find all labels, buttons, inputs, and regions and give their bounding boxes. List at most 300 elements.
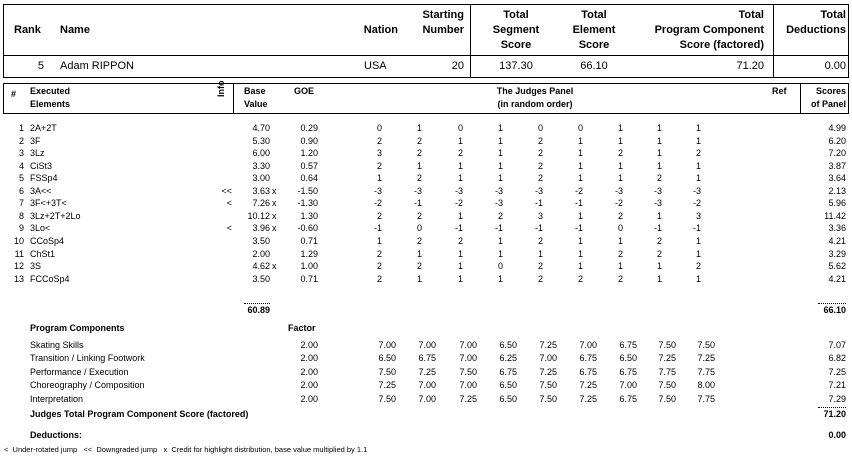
skater-name: Adam RIPPON — [60, 60, 134, 72]
judge-goe-mark: 1 — [497, 235, 503, 246]
judge-goe-mark: 1 — [497, 135, 503, 146]
element-goe: 0.90 — [300, 135, 318, 146]
judge-goe-mark: -2 — [614, 198, 623, 209]
pcs-total-label: Judges Total Program Component Score (factored) — [30, 409, 249, 419]
component-name: Interpretation — [30, 393, 84, 404]
element-code: 3Lz+2T+2Lo — [30, 210, 81, 221]
element-goe: 1.20 — [300, 148, 318, 159]
judge-goe-mark: 0 — [537, 123, 543, 133]
element-code: 3S — [30, 261, 42, 272]
judge-component-mark: 7.25 — [658, 353, 676, 364]
judge-goe-mark: -1 — [534, 223, 543, 234]
judge-goe-mark: 2 — [457, 235, 463, 246]
judge-component-mark: 7.50 — [658, 393, 676, 404]
deductions-label: Deductions: — [30, 430, 83, 440]
element-row — [4, 185, 848, 198]
judge-component-mark: 6.75 — [579, 353, 597, 364]
judge-goe-mark: 1 — [617, 235, 623, 246]
judge-goe-mark: -1 — [534, 198, 543, 209]
judge-goe-mark: 1 — [695, 173, 701, 184]
element-code: FCCoSp4 — [30, 273, 70, 284]
judge-goe-mark: 3 — [537, 210, 543, 221]
element-score: 4.99 — [828, 123, 846, 133]
judge-component-mark: 7.25 — [418, 366, 436, 377]
judge-component-mark: 7.75 — [697, 393, 715, 404]
judge-component-mark: 6.50 — [378, 353, 396, 364]
header-separator — [470, 4, 471, 78]
skater-segment-score: 137.30 — [499, 60, 533, 72]
judge-component-mark: 6.25 — [499, 353, 517, 364]
judge-goe-mark: 1 — [577, 235, 583, 246]
judge-component-mark: 6.50 — [499, 340, 517, 350]
judge-goe-mark: -3 — [413, 185, 422, 196]
element-goe: -1.50 — [297, 185, 318, 196]
judge-goe-mark: 1 — [617, 135, 623, 146]
judge-component-mark: 6.75 — [499, 366, 517, 377]
element-base-value: 5.30 — [252, 135, 270, 146]
element-row — [4, 248, 848, 261]
judge-goe-mark: -1 — [653, 223, 662, 234]
judge-goe-mark: -1 — [454, 223, 463, 234]
judge-goe-mark: 1 — [537, 248, 543, 259]
judge-component-mark: 7.50 — [378, 366, 396, 377]
judge-goe-mark: 1 — [457, 273, 463, 284]
component-factor: 2.00 — [300, 366, 318, 377]
element-base-value: 2.00 — [252, 248, 270, 259]
judge-goe-mark: 2 — [537, 160, 543, 171]
judges-panel-header: The Judges Panel (in random order) — [496, 86, 574, 110]
judge-goe-mark: 1 — [695, 248, 701, 259]
element-row — [4, 147, 848, 160]
judge-component-mark: 7.25 — [539, 340, 557, 350]
judge-component-mark: 7.50 — [658, 380, 676, 391]
element-score-header: Total Element Score — [572, 9, 616, 51]
base-value-total: 60.89 — [247, 305, 270, 315]
element-bonus-flag: x — [272, 223, 277, 234]
judge-goe-mark: 2 — [537, 273, 543, 284]
element-row — [4, 260, 848, 273]
element-score: 4.21 — [828, 235, 846, 246]
skater-element-score: 66.10 — [580, 60, 608, 72]
judge-goe-mark: -3 — [534, 185, 543, 196]
element-base-value: 10.12 — [247, 210, 270, 221]
name-header: Name — [60, 24, 90, 36]
element-score: 3.64 — [828, 173, 846, 184]
judge-goe-mark: 1 — [656, 135, 662, 146]
component-row — [4, 366, 848, 379]
judge-goe-mark: 1 — [656, 261, 662, 272]
judge-component-mark: 7.50 — [378, 393, 396, 404]
judge-goe-mark: 1 — [376, 235, 382, 246]
judge-goe-mark: 0 — [416, 223, 422, 234]
judge-goe-mark: 2 — [617, 210, 623, 221]
skater-rank: 5 — [37, 60, 44, 72]
judge-goe-mark: 2 — [695, 261, 701, 272]
element-code: 2A+2T — [30, 123, 57, 133]
element-row — [4, 235, 848, 248]
element-number: 9 — [18, 223, 24, 234]
judge-component-mark: 7.00 — [579, 340, 597, 350]
judge-goe-mark: -1 — [413, 198, 422, 209]
judge-goe-mark: 2 — [416, 135, 422, 146]
element-code: CiSt3 — [30, 160, 53, 171]
element-number: 1 — [18, 123, 24, 133]
element-info: < — [226, 223, 232, 234]
judge-component-mark: 6.75 — [619, 340, 637, 350]
elements-num-header: # — [11, 89, 17, 99]
judge-goe-mark: 1 — [497, 173, 503, 184]
element-info: << — [221, 185, 232, 196]
base-value-header: Base Value — [244, 86, 268, 110]
judge-goe-mark: 2 — [656, 173, 662, 184]
judge-goe-mark: 1 — [497, 123, 503, 133]
element-code: 3Lz — [30, 148, 45, 159]
judge-component-mark: 7.25 — [459, 393, 477, 404]
element-code: 3A<< — [30, 185, 52, 196]
judge-component-mark: 6.50 — [619, 353, 637, 364]
element-base-value: 7.26 — [252, 198, 270, 209]
element-score: 2.13 — [828, 185, 846, 196]
judge-goe-mark: 2 — [376, 210, 382, 221]
starting-number-header: Starting Number — [422, 9, 464, 36]
judge-goe-mark: 2 — [376, 160, 382, 171]
judge-component-mark: 7.25 — [697, 353, 715, 364]
judge-goe-mark: -1 — [692, 223, 701, 234]
judge-goe-mark: 1 — [416, 160, 422, 171]
judge-goe-mark: 2 — [656, 248, 662, 259]
element-goe: 1.00 — [300, 261, 318, 272]
judge-goe-mark: 1 — [656, 273, 662, 284]
judge-goe-mark: 1 — [695, 273, 701, 284]
element-base-value: 3.50 — [252, 235, 270, 246]
judge-goe-mark: 0 — [457, 123, 463, 133]
judge-component-mark: 7.50 — [459, 366, 477, 377]
element-score: 3.29 — [828, 248, 846, 259]
judge-component-mark: 7.50 — [539, 393, 557, 404]
judge-component-mark: 7.25 — [378, 380, 396, 391]
element-number: 10 — [13, 235, 24, 246]
judge-goe-mark: -2 — [574, 185, 583, 196]
element-number: 4 — [18, 160, 24, 171]
component-name: Performance / Execution — [30, 366, 129, 377]
nation-header: Nation — [363, 24, 398, 36]
judge-goe-mark: 1 — [577, 135, 583, 146]
judge-goe-mark: 1 — [497, 148, 503, 159]
judge-goe-mark: 2 — [416, 235, 422, 246]
element-score: 3.36 — [828, 223, 846, 234]
judge-goe-mark: 1 — [617, 173, 623, 184]
element-number: 2 — [18, 135, 24, 146]
judge-goe-mark: -2 — [373, 198, 382, 209]
header-separator — [233, 83, 234, 114]
element-number: 8 — [18, 210, 24, 221]
judge-goe-mark: 2 — [416, 148, 422, 159]
judge-goe-mark: -3 — [454, 185, 463, 196]
judge-goe-mark: 1 — [457, 210, 463, 221]
element-row — [4, 273, 848, 286]
judge-goe-mark: 1 — [376, 173, 382, 184]
judge-goe-mark: 2 — [416, 173, 422, 184]
element-base-value: 3.96 — [252, 223, 270, 234]
skater-starting-number: 20 — [451, 60, 464, 72]
judge-goe-mark: 1 — [656, 160, 662, 171]
factor-header: Factor — [288, 323, 316, 333]
deductions-value: 0.00 — [828, 430, 846, 440]
judge-component-mark: 7.00 — [459, 340, 477, 350]
component-factor: 2.00 — [300, 353, 318, 364]
judge-component-mark: 7.50 — [539, 380, 557, 391]
component-name: Choreography / Composition — [30, 380, 145, 391]
element-info: < — [226, 198, 232, 209]
element-goe: 0.57 — [300, 160, 318, 171]
judge-goe-mark: 1 — [457, 248, 463, 259]
element-goe: 0.71 — [300, 235, 318, 246]
judge-goe-mark: 1 — [617, 123, 623, 133]
element-row — [4, 160, 848, 173]
element-number: 12 — [13, 261, 24, 272]
judge-goe-mark: 1 — [497, 160, 503, 171]
judge-goe-mark: 1 — [617, 160, 623, 171]
judge-goe-mark: -1 — [574, 198, 583, 209]
judge-goe-mark: 1 — [695, 123, 701, 133]
scores-of-panel-header: Scores of Panel — [810, 86, 846, 110]
judge-goe-mark: 3 — [376, 148, 382, 159]
judge-goe-mark: 3 — [695, 210, 701, 221]
element-code: ChSt1 — [30, 248, 56, 259]
skater-deductions: 0.00 — [824, 60, 846, 72]
component-score: 7.21 — [828, 380, 846, 391]
element-number: 7 — [18, 198, 24, 209]
component-factor: 2.00 — [300, 380, 318, 391]
judge-goe-mark: 1 — [695, 135, 701, 146]
elements-score-total: 66.10 — [823, 305, 846, 315]
component-row — [4, 393, 848, 406]
judge-component-mark: 7.50 — [658, 340, 676, 350]
element-base-value: 3.50 — [252, 273, 270, 284]
judge-goe-mark: 1 — [497, 273, 503, 284]
component-score: 7.25 — [828, 366, 846, 377]
element-base-value: 6.00 — [252, 148, 270, 159]
deductions-header: Total Deductions — [786, 9, 846, 36]
judge-component-mark: 7.00 — [418, 340, 436, 350]
judge-goe-mark: 2 — [537, 261, 543, 272]
program-components-header: Program Components — [30, 323, 125, 333]
element-number: 5 — [18, 173, 24, 184]
header-divider — [3, 55, 849, 56]
judge-component-mark: 6.50 — [499, 393, 517, 404]
judge-component-mark: 8.00 — [697, 380, 715, 391]
component-factor: 2.00 — [300, 340, 318, 350]
component-row — [4, 339, 848, 352]
judge-goe-mark: 1 — [416, 248, 422, 259]
element-goe: 0.29 — [300, 123, 318, 133]
rank-header: Rank — [14, 24, 41, 36]
judge-goe-mark: 1 — [695, 160, 701, 171]
element-number: 3 — [18, 148, 24, 159]
judge-goe-mark: 1 — [416, 123, 422, 133]
judge-goe-mark: 1 — [497, 248, 503, 259]
judge-goe-mark: 1 — [695, 235, 701, 246]
element-score: 7.20 — [828, 148, 846, 159]
pcs-header: Total Program Component Score (factored) — [654, 9, 764, 51]
component-row — [4, 379, 848, 392]
judge-goe-mark: 2 — [376, 135, 382, 146]
judge-goe-mark: 0 — [376, 123, 382, 133]
header-separator — [773, 4, 774, 78]
info-header: Info — [216, 80, 226, 97]
judge-goe-mark: -1 — [574, 223, 583, 234]
element-goe: -1.30 — [297, 198, 318, 209]
element-base-value: 3.63 — [252, 185, 270, 196]
judge-goe-mark: -2 — [692, 198, 701, 209]
judge-goe-mark: 1 — [577, 160, 583, 171]
element-code: 3F<+3T< — [30, 198, 67, 209]
judge-goe-mark: 2 — [617, 248, 623, 259]
element-bonus-flag: x — [272, 210, 277, 221]
element-goe: -0.60 — [297, 223, 318, 234]
judge-goe-mark: 2 — [537, 135, 543, 146]
element-number: 6 — [18, 185, 24, 196]
judge-goe-mark: 1 — [416, 273, 422, 284]
judge-goe-mark: 2 — [695, 148, 701, 159]
judge-goe-mark: -1 — [494, 223, 503, 234]
judge-goe-mark: 1 — [577, 210, 583, 221]
judge-goe-mark: -3 — [614, 185, 623, 196]
element-score: 5.96 — [828, 198, 846, 209]
judge-goe-mark: 2 — [577, 273, 583, 284]
judge-component-mark: 7.75 — [658, 366, 676, 377]
header-separator — [800, 83, 801, 114]
judge-component-mark: 7.50 — [697, 340, 715, 350]
element-goe: 1.29 — [300, 248, 318, 259]
judge-component-mark: 7.00 — [539, 353, 557, 364]
judge-goe-mark: 2 — [617, 148, 623, 159]
judge-goe-mark: 1 — [656, 148, 662, 159]
skater-pcs-score: 71.20 — [736, 60, 764, 72]
judge-component-mark: 7.25 — [579, 393, 597, 404]
judge-goe-mark: 2 — [457, 148, 463, 159]
judge-component-mark: 7.00 — [418, 393, 436, 404]
judge-goe-mark: 1 — [457, 173, 463, 184]
judge-goe-mark: 1 — [577, 261, 583, 272]
judge-goe-mark: 1 — [457, 261, 463, 272]
element-score: 6.20 — [828, 135, 846, 146]
component-factor: 2.00 — [300, 393, 318, 404]
judge-component-mark: 6.75 — [619, 366, 637, 377]
judge-goe-mark: 2 — [376, 261, 382, 272]
element-code: 3F — [30, 135, 41, 146]
segment-score-header: Total Segment Score — [492, 9, 540, 51]
element-base-value: 4.70 — [252, 123, 270, 133]
element-base-value: 4.62 — [252, 261, 270, 272]
judge-goe-mark: -3 — [494, 185, 503, 196]
element-score: 5.62 — [828, 261, 846, 272]
judge-goe-mark: 1 — [577, 173, 583, 184]
element-code: FSSp4 — [30, 173, 58, 184]
judge-goe-mark: 1 — [656, 210, 662, 221]
judge-goe-mark: 1 — [577, 248, 583, 259]
judge-goe-mark: 0 — [497, 261, 503, 272]
element-code: CCoSp4 — [30, 235, 65, 246]
judge-component-mark: 7.00 — [418, 380, 436, 391]
judge-goe-mark: 0 — [617, 223, 623, 234]
element-row — [4, 122, 848, 135]
judge-component-mark: 7.00 — [459, 380, 477, 391]
element-row — [4, 135, 848, 148]
component-name: Skating Skills — [30, 340, 84, 350]
element-bonus-flag: x — [272, 198, 277, 209]
judge-component-mark: 7.75 — [697, 366, 715, 377]
judge-goe-mark: 2 — [376, 248, 382, 259]
component-score: 6.82 — [828, 353, 846, 364]
element-goe: 0.64 — [300, 173, 318, 184]
judge-goe-mark: -3 — [653, 185, 662, 196]
judge-goe-mark: 2 — [656, 235, 662, 246]
element-row — [4, 197, 848, 210]
judge-goe-mark: -3 — [373, 185, 382, 196]
judge-component-mark: 7.25 — [539, 366, 557, 377]
pcs-total-score: 71.20 — [823, 409, 846, 419]
judge-goe-mark: 1 — [577, 148, 583, 159]
component-name: Transition / Linking Footwork — [30, 353, 145, 364]
judge-component-mark: 6.75 — [579, 366, 597, 377]
judge-goe-mark: -3 — [494, 198, 503, 209]
element-score: 3.87 — [828, 160, 846, 171]
judge-goe-mark: 2 — [416, 261, 422, 272]
judge-goe-mark: 0 — [577, 123, 583, 133]
judge-goe-mark: -3 — [692, 185, 701, 196]
element-bonus-flag: x — [272, 261, 277, 272]
element-row — [4, 222, 848, 235]
component-score: 7.07 — [828, 340, 846, 350]
element-goe: 0.71 — [300, 273, 318, 284]
element-score: 4.21 — [828, 273, 846, 284]
judge-goe-mark: 2 — [537, 235, 543, 246]
judge-goe-mark: 2 — [537, 173, 543, 184]
element-score: 11.42 — [824, 210, 846, 221]
judge-goe-mark: -2 — [454, 198, 463, 209]
element-row — [4, 210, 848, 223]
element-base-value: 3.00 — [252, 173, 270, 184]
judge-component-mark: 7.00 — [378, 340, 396, 350]
goe-header: GOE — [294, 86, 315, 96]
element-goe: 1.30 — [300, 210, 318, 221]
judge-component-mark: 7.00 — [459, 353, 477, 364]
judge-component-mark: 6.75 — [619, 393, 637, 404]
judge-goe-mark: 1 — [457, 160, 463, 171]
judge-goe-mark: -1 — [373, 223, 382, 234]
element-number: 11 — [14, 248, 24, 259]
element-row — [4, 172, 848, 185]
component-row — [4, 352, 848, 365]
judge-goe-mark: 2 — [376, 273, 382, 284]
footnote-legend: < Under-rotated jump << Downgraded jump x Credit for highlight distribution, base value multiplied by 1.1 — [4, 445, 368, 454]
judge-goe-mark: 2 — [416, 210, 422, 221]
judge-goe-mark: 1 — [656, 123, 662, 133]
element-number: 13 — [13, 273, 24, 284]
judge-goe-mark: 2 — [497, 210, 503, 221]
skater-nation: USA — [364, 60, 387, 72]
judge-component-mark: 6.50 — [499, 380, 517, 391]
judge-component-mark: 7.00 — [619, 380, 637, 391]
judge-goe-mark: 1 — [617, 261, 623, 272]
elements-header-box — [3, 80, 849, 114]
judge-component-mark: 6.75 — [418, 353, 436, 364]
executed-elements-header: Executed Elements — [30, 86, 71, 110]
component-score: 7.29 — [828, 393, 846, 404]
judge-goe-mark: 2 — [537, 148, 543, 159]
judge-goe-mark: 1 — [457, 135, 463, 146]
